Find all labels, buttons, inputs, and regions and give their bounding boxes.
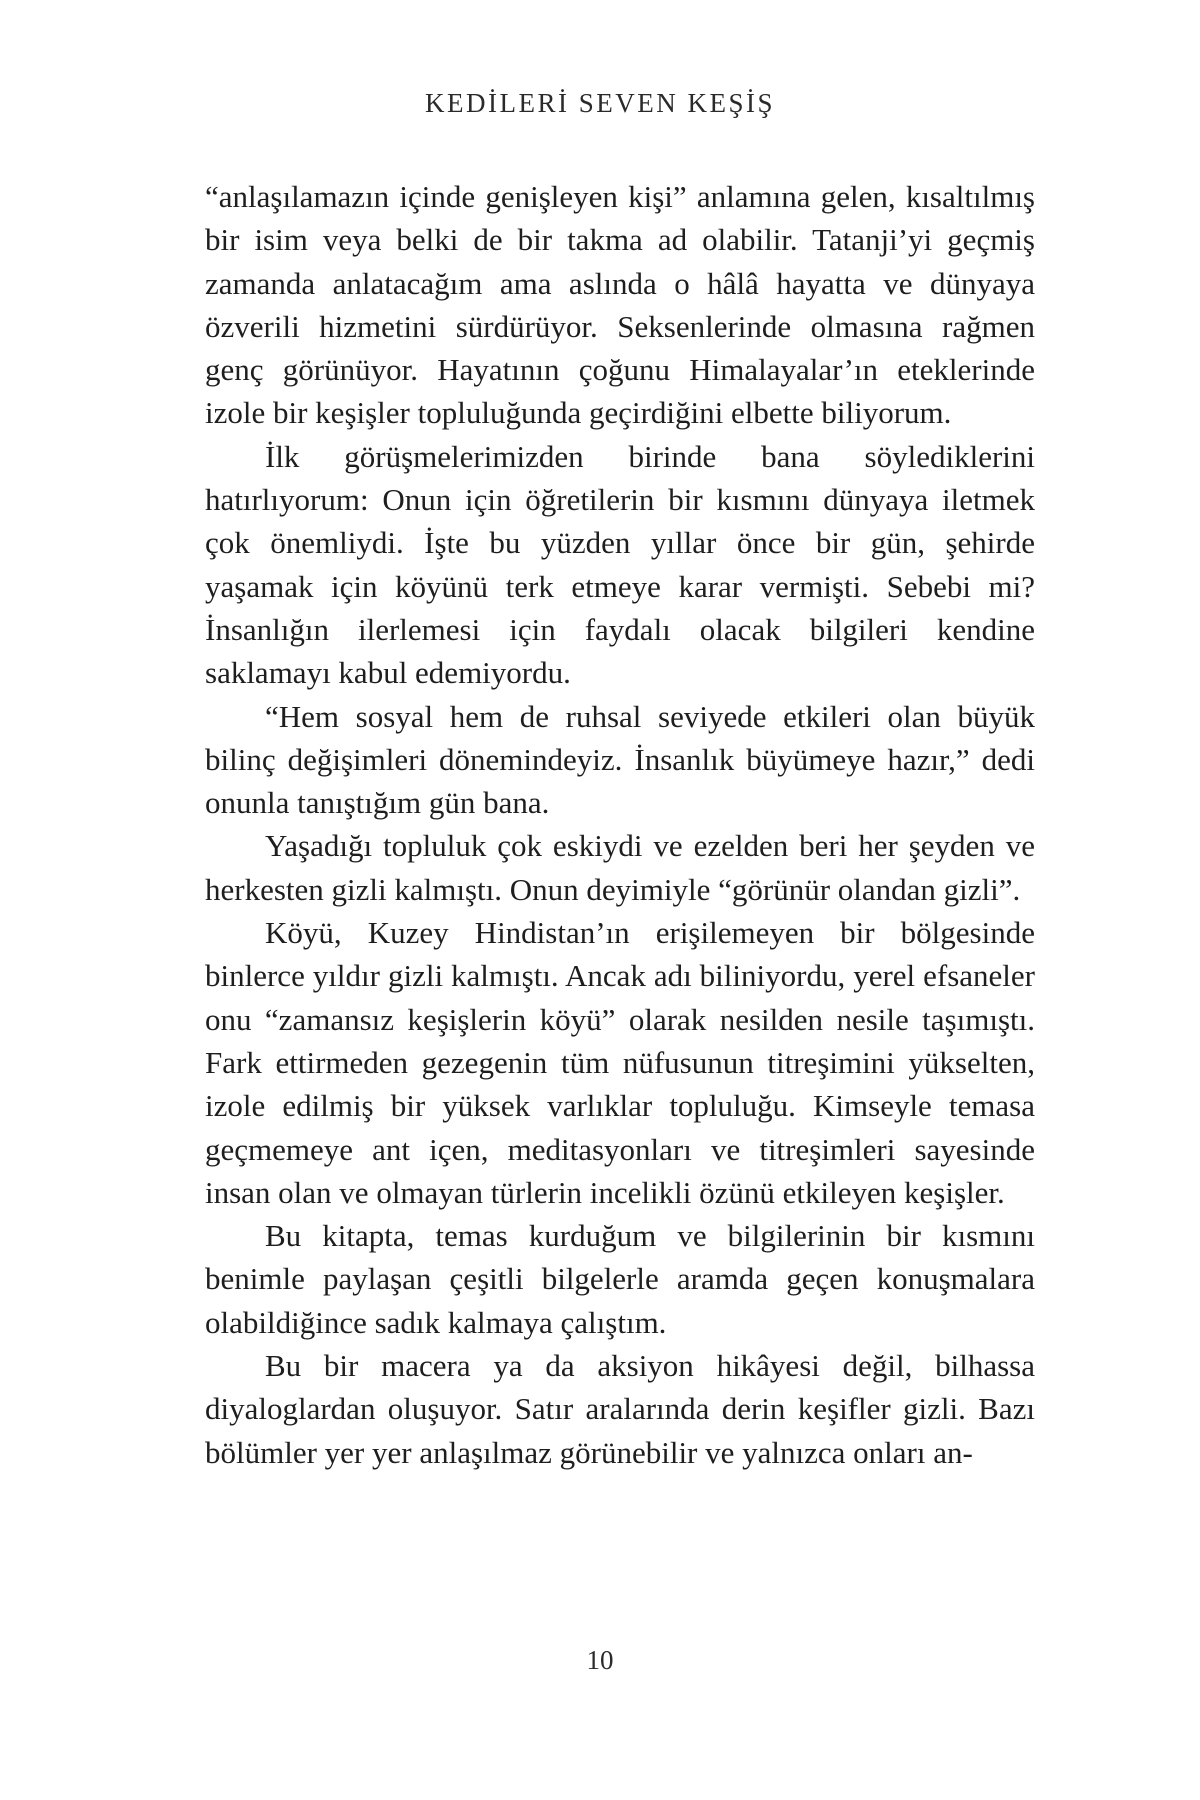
paragraph: “anlaşılamazın içinde genişleyen kişi” anlamına gelen, kısaltılmış bir isim veya belki de bir takma ad olabilir. Tatanji’yi geçmiş zamanda anlatacağım ama aslında o hâlâ hayatta ve dünyaya özverili hizmetini sürdürüyor. Seksenlerinde olmasına rağmen genç görünüyor. Hayatının çoğunu Himalayalar’ın eteklerinde izole bir keşişler topluluğunda geçirdiğini elbette biliyorum. (205, 179, 1035, 431)
paragraph: Yaşadığı topluluk çok eskiydi ve ezelden beri her şeyden ve herkesten gizli kalmıştı. Onun deyimiyle “görünür olandan gizli”. (205, 828, 1035, 907)
paragraph: Köyü, Kuzey Hindistan’ın erişilemeyen bir bölgesinde binlerce yıldır gizli kalmıştı. Ancak adı biliniyordu, yerel efsaneler onu “zamansız keşişlerin köyü” olarak nesilden nesile taşımıştı. Fark ettirmeden gezegenin tüm nüfusunun titreşimini yükselten, izole edilmiş bir yüksek varlıklar topluluğu. Kimseyle temasa geçmemeye ant içen, meditasyonları ve titreşimleri sayesinde insan olan ve olmayan türlerin incelikli özünü etkileyen keşişler. (205, 915, 1035, 1210)
paragraph: İlk görüşmelerimizden birinde bana söylediklerini hatırlıyorum: Onun için öğretilerin bir kısmını dünyaya iletmek çok önemliydi. İşte bu yüzden yıllar önce bir gün, şehirde yaşamak için köyünü terk etmeye karar vermişti. Sebebi mi? İnsanlığın ilerlemesi için faydalı olacak bilgileri kendine saklamayı kabul edemiyordu. (205, 438, 1035, 691)
paragraph: Bu bir macera ya da aksiyon hikâyesi değil, bilhassa diyaloglardan oluşuyor. Satır aralarında derin keşifler gizli. Bazı bölümler yer yer anlaşılmaz görünebilir ve yalnızca onları an- (205, 1348, 1035, 1470)
body-text (205, 175, 1035, 1474)
running-header: KEDİLERİ SEVEN KEŞİŞ (425, 88, 775, 118)
paragraph: “Hem sosyal hem de ruhsal seviyede etkileri olan büyük bilinç değişimleri dönemindeyiz. İnsanlık büyümeye hazır,” dedi onunla tanıştığım gün bana. (205, 698, 1035, 821)
paragraph: Bu kitapta, temas kurduğum ve bilgilerinin bir kısmını benimle paylaşan çeşitli bilgelerle aramda geçen konuşmalara olabildiğince sadık kalmaya çalıştım. (205, 1218, 1035, 1340)
page-number: 10 (586, 1645, 614, 1675)
